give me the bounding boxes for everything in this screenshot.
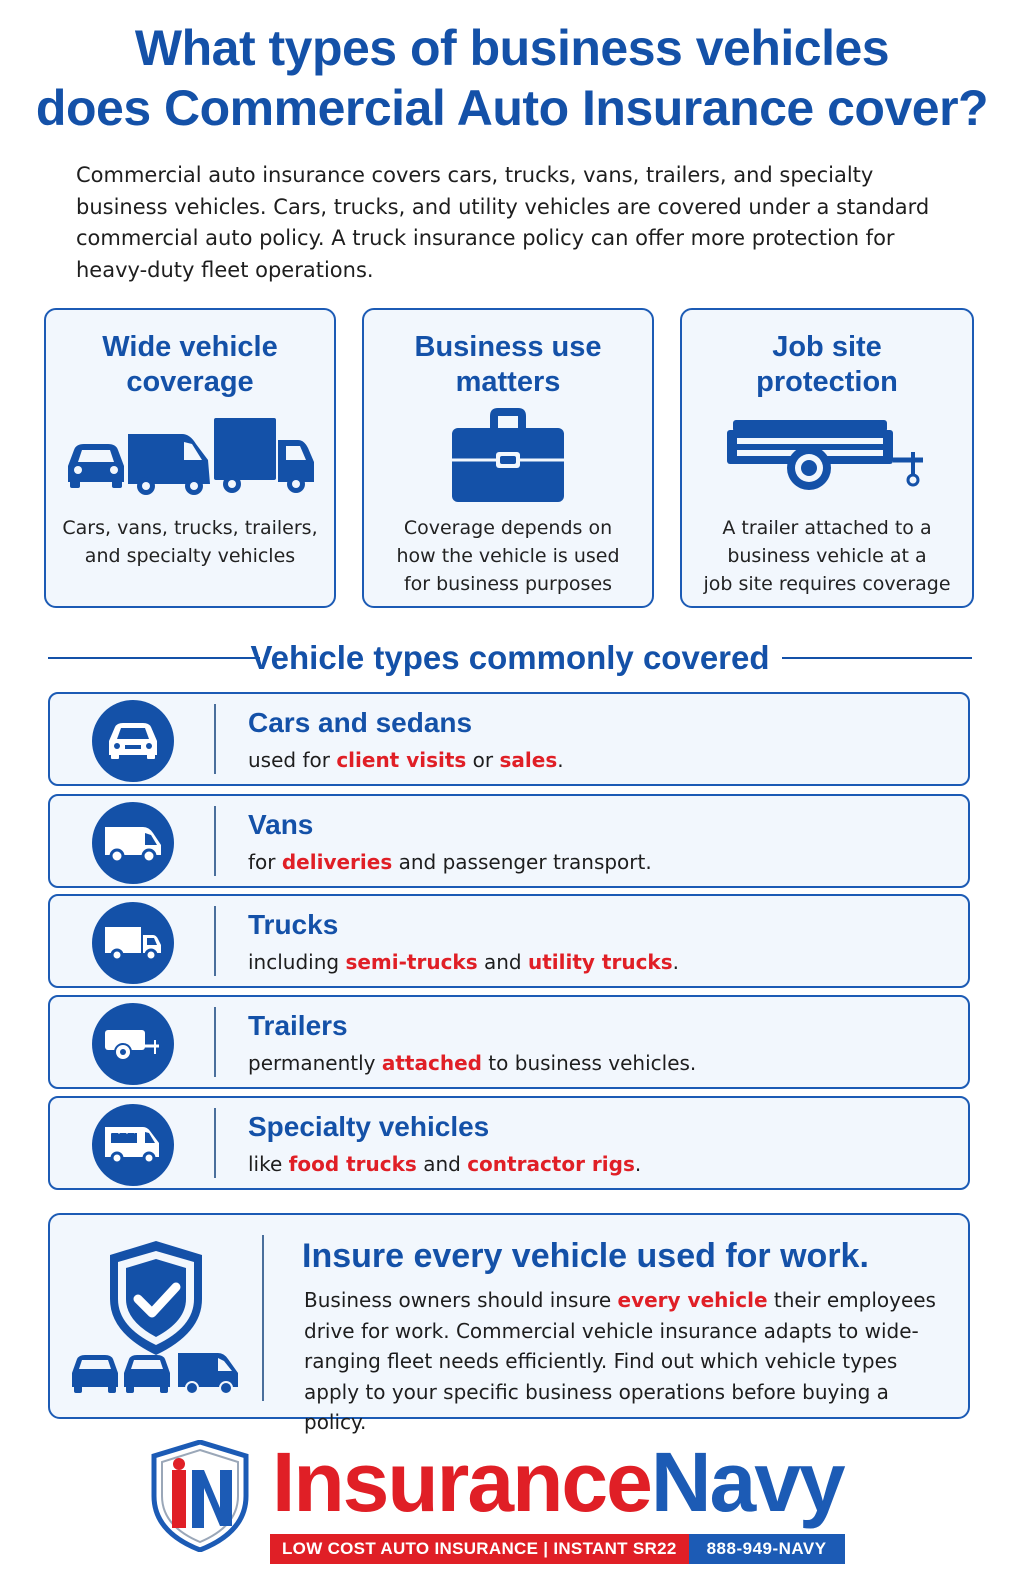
page-title-line1: What types of business vehicles <box>134 20 890 76</box>
row-divider <box>214 906 216 976</box>
text-run: and <box>416 1152 468 1176</box>
card-text-line: A trailer attached to a <box>722 517 932 539</box>
vehicle-name: Cars and sedans <box>248 707 473 738</box>
vehicle-description <box>248 746 564 774</box>
car-icon <box>92 700 174 782</box>
van-icon <box>92 802 174 884</box>
vehicle-name: Trucks <box>248 909 339 940</box>
text-run: . <box>672 950 679 974</box>
card-wide-vehicle-coverage <box>44 308 336 608</box>
text-run: and <box>477 950 528 974</box>
card-text <box>690 514 964 598</box>
highlight-text: client visits <box>336 748 467 772</box>
logo-tagline-bar <box>270 1534 845 1564</box>
highlight-text: utility trucks <box>527 950 673 974</box>
card-title-line: coverage <box>126 366 254 398</box>
logo-phone[interactable]: 888-949-NAVY <box>689 1534 845 1564</box>
card-title-line: matters <box>455 366 561 398</box>
card-text <box>54 514 326 570</box>
page-title-line2: does Commercial Auto Insurance cover? <box>35 80 989 136</box>
card-title <box>682 330 972 400</box>
vehicle-description <box>248 1049 696 1077</box>
cta-body <box>304 1285 944 1438</box>
card-text-line: Coverage depends on <box>403 517 613 539</box>
card-text-line: Cars, vans, trucks, trailers, <box>62 517 318 539</box>
trailer-icon <box>92 1003 174 1085</box>
logo-name-part1: Insurance <box>272 1435 651 1529</box>
logo-name-part2: Navy <box>650 1435 844 1529</box>
highlight-text: every vehicle <box>617 1288 768 1312</box>
insurance-navy-logo[interactable] <box>150 1436 870 1566</box>
cta-divider <box>262 1235 264 1401</box>
card-text-line: job site requires coverage <box>703 573 951 595</box>
card-title-line: protection <box>756 366 898 398</box>
card-title <box>364 330 652 400</box>
text-run: for <box>248 850 282 874</box>
row-divider <box>214 704 216 774</box>
text-run: or <box>466 748 500 772</box>
card-text-line: how the vehicle is used <box>396 545 620 567</box>
vehicle-description <box>248 1150 641 1178</box>
list-item-trucks <box>48 894 970 988</box>
highlight-text: deliveries <box>281 850 393 874</box>
list-item-trailers <box>48 995 970 1089</box>
highlight-text: semi-trucks <box>345 950 478 974</box>
vehicle-name: Trailers <box>248 1010 348 1041</box>
vehicle-description <box>248 948 679 976</box>
text-run: their employees drive for work. Commercial vehicle insurance adapts to wide-ranging fleet needs efficiently. Find out which vehicle types apply to your specific business operations before buying a policy. <box>304 1288 936 1434</box>
vehicle-name: Specialty vehicles <box>248 1111 490 1142</box>
logo-wordmark <box>272 1432 844 1532</box>
list-item-vans <box>48 794 970 888</box>
intro-paragraph: Commercial auto insurance covers cars, trucks, vans, trailers, and specialty business vehicles. Cars, trucks, and utility vehicles are covered under a standard commercial auto policy. A truck insurance policy can offer more protection for heavy-duty fleet operations. <box>76 163 930 282</box>
logo-shield-icon <box>150 1440 250 1552</box>
cta-panel <box>48 1213 970 1434</box>
row-divider <box>214 1007 216 1077</box>
text-run: permanently <box>248 1051 382 1075</box>
cta-title: Insure every vehicle used for work. <box>302 1237 869 1275</box>
text-run: used for <box>248 748 337 772</box>
list-item-specialty-vehicles <box>48 1096 970 1190</box>
text-run: Business owners should insure <box>304 1288 618 1312</box>
food-truck-icon <box>92 1104 174 1186</box>
text-run: and passenger transport. <box>392 850 652 874</box>
truck-icon <box>92 902 174 984</box>
card-text-line: for business purposes <box>403 573 613 595</box>
shield-check-icon <box>68 1237 244 1397</box>
vehicle-description <box>248 848 652 876</box>
card-title-line: Job site <box>772 331 882 363</box>
text-run: like <box>248 1152 289 1176</box>
text-run: . <box>557 748 564 772</box>
card-text-line: business vehicle at a <box>727 545 927 567</box>
card-title <box>46 330 334 400</box>
logo-tagline: LOW COST AUTO INSURANCE | INSTANT SR22 <box>270 1534 689 1564</box>
briefcase-icon <box>364 406 652 506</box>
card-text <box>372 514 644 598</box>
card-business-use-matters <box>362 308 654 608</box>
section-heading-label: Vehicle types commonly covered <box>250 639 770 676</box>
card-job-site-protection <box>680 308 974 608</box>
highlight-text: attached <box>381 1051 482 1075</box>
list-item-cars <box>48 692 970 786</box>
card-title-line: Business use <box>414 331 602 363</box>
vehicles-fleet-icon <box>46 406 334 506</box>
vehicle-name: Vans <box>248 809 314 840</box>
text-run: . <box>634 1152 642 1176</box>
card-text-line: and specialty vehicles <box>84 545 296 567</box>
highlight-text: sales <box>499 748 558 772</box>
page-title <box>0 18 1024 138</box>
highlight-text: contractor rigs <box>467 1152 635 1176</box>
row-divider <box>214 806 216 876</box>
text-run: to business vehicles. <box>481 1051 697 1075</box>
highlight-text: food trucks <box>288 1152 417 1176</box>
trailer-icon <box>682 406 972 506</box>
card-title-line: Wide vehicle <box>102 331 278 363</box>
text-run: including <box>248 950 346 974</box>
section-heading <box>48 632 972 684</box>
row-divider <box>214 1108 216 1178</box>
